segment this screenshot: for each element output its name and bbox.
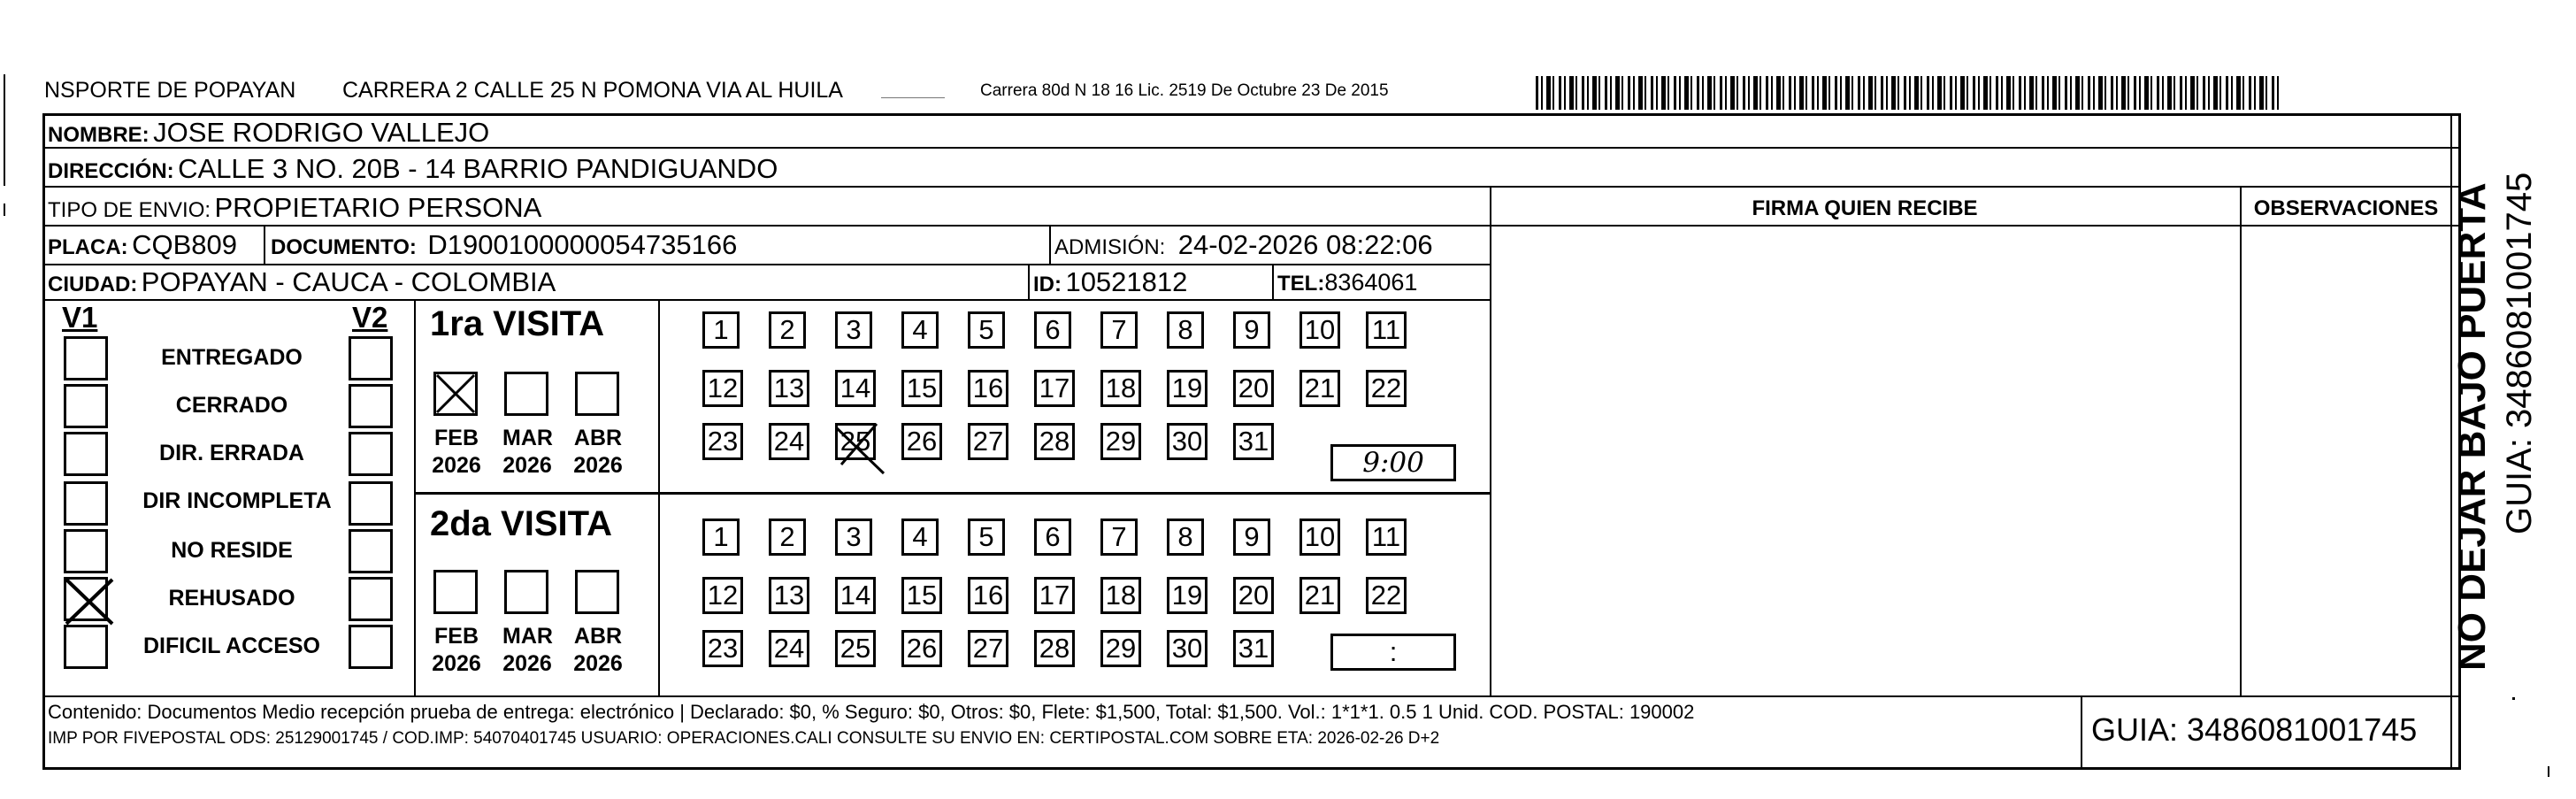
second-visit-title: 2da VISITA [430, 504, 612, 543]
first-day-4[interactable]: 4 [901, 311, 939, 349]
checkmark-x-icon [433, 372, 478, 416]
tipo-label: TIPO DE ENVIO: PROPIETARIO PERSONA [48, 192, 542, 223]
second-day-8[interactable]: 8 [1167, 519, 1204, 556]
second-day-13[interactable]: 13 [769, 577, 809, 614]
first-day-31[interactable]: 31 [1233, 423, 1274, 460]
first-month-mar: MAR 2026 [502, 426, 553, 478]
direccion-value: CALLE 3 NO. 20B - 14 BARRIO PANDIGUANDO [178, 153, 778, 184]
first-day-24[interactable]: 24 [769, 423, 809, 460]
first-time-box[interactable]: 9:00 [1330, 444, 1456, 481]
first-day-11[interactable]: 11 [1366, 311, 1407, 349]
row-line [42, 695, 2461, 697]
second-day-26[interactable]: 26 [901, 630, 942, 667]
second-day-29[interactable]: 29 [1100, 630, 1141, 667]
v2-dir-errada-checkbox[interactable] [349, 432, 393, 476]
v1-label: V1 [62, 301, 98, 334]
second-day-5[interactable]: 5 [968, 519, 1005, 556]
first-day-26[interactable]: 26 [901, 423, 942, 460]
nombre-label: NOMBRE: JOSE RODRIGO VALLEJO [48, 117, 490, 148]
ciudad-label: CIUDAD: POPAYAN - CAUCA - COLOMBIA [48, 266, 556, 297]
status-dir-errada: DIR. ERRADA [159, 441, 304, 465]
second-day-25[interactable]: 25 [835, 630, 876, 667]
first-day-16[interactable]: 16 [968, 370, 1008, 407]
second-day-15[interactable]: 15 [901, 577, 942, 614]
cell-line [264, 225, 265, 264]
second-day-18[interactable]: 18 [1100, 577, 1141, 614]
second-day-22[interactable]: 22 [1366, 577, 1407, 614]
status-dificil-acceso: DIFICIL ACCESO [142, 634, 320, 658]
first-day-19[interactable]: 19 [1167, 370, 1208, 407]
placa-label: PLACA: CQB809 [48, 229, 238, 260]
v2-cerrado-checkbox[interactable] [349, 384, 393, 428]
second-day-19[interactable]: 19 [1167, 577, 1208, 614]
status-divider [414, 299, 416, 695]
first-mar-checkbox[interactable] [504, 372, 548, 416]
direccion-label: DIRECCIÓN: CALLE 3 NO. 20B - 14 BARRIO PANDIGUANDO [48, 153, 778, 184]
second-month-abr: ABR 2026 [573, 624, 623, 676]
left-edge-mark [4, 74, 5, 186]
checkmark-x-icon [832, 420, 886, 473]
guia-divider [2081, 695, 2082, 770]
first-day-28[interactable]: 28 [1034, 423, 1075, 460]
second-time-box[interactable]: : [1330, 634, 1456, 671]
side-mark [2512, 697, 2515, 700]
second-day-11[interactable]: 11 [1366, 519, 1407, 556]
header-license: Carrera 80d N 18 16 Lic. 2519 De Octubre 23 De 2015 [980, 81, 1389, 100]
first-day-25[interactable]: 25 [835, 423, 876, 460]
firma-col-line [1490, 186, 1491, 695]
tel-label: TEL:8364061 [1277, 269, 1418, 296]
status-dir-incompleta: DIR INCOMPLETA [142, 488, 332, 513]
first-day-12[interactable]: 12 [702, 370, 743, 407]
tipo-value: PROPIETARIO PERSONA [214, 192, 542, 223]
v1-dificil-acceso-checkbox[interactable] [64, 625, 108, 669]
second-day-10[interactable]: 10 [1300, 519, 1340, 556]
first-day-14[interactable]: 14 [835, 370, 876, 407]
second-day-24[interactable]: 24 [769, 630, 809, 667]
first-month-abr: ABR 2026 [573, 426, 623, 478]
second-day-21[interactable]: 21 [1300, 577, 1340, 614]
second-day-16[interactable]: 16 [968, 577, 1008, 614]
second-day-6[interactable]: 6 [1034, 519, 1071, 556]
observaciones-header: OBSERVACIONES [2253, 196, 2439, 220]
first-visit-title: 1ra VISITA [430, 304, 605, 343]
second-month-mar: MAR 2026 [502, 624, 553, 676]
cell-line [1028, 264, 1030, 299]
v2-label: V2 [352, 301, 388, 334]
first-day-5[interactable]: 5 [968, 311, 1005, 349]
first-day-29[interactable]: 29 [1100, 423, 1141, 460]
row-line [42, 186, 2461, 188]
first-day-17[interactable]: 17 [1034, 370, 1075, 407]
id-value: 10521812 [1065, 266, 1188, 297]
first-day-1[interactable]: 1 [702, 311, 740, 349]
second-feb-checkbox[interactable] [433, 570, 478, 614]
second-day-14[interactable]: 14 [835, 577, 876, 614]
second-day-9[interactable]: 9 [1233, 519, 1270, 556]
id-label: ID: 10521812 [1033, 266, 1188, 297]
first-day-13[interactable]: 13 [769, 370, 809, 407]
v1-entregado-checkbox[interactable] [64, 336, 108, 380]
status-cerrado: CERRADO [175, 393, 288, 418]
status-no-reside: NO RESIDE [171, 538, 293, 563]
second-abr-checkbox[interactable] [575, 570, 619, 614]
v1-no-reside-checkbox[interactable] [64, 529, 108, 573]
footer-print-info: IMP POR FIVEPOSTAL ODS: 25129001745 / COD.IMP: 54070401745 USUARIO: OPERACIONES.CALI CONSULTE SU ENVIO EN: CERTIPOSTAL.COM SOBRE ETA: 2026-02-26 D+2 [48, 729, 1440, 748]
second-day-30[interactable]: 30 [1167, 630, 1208, 667]
second-day-28[interactable]: 28 [1034, 630, 1075, 667]
visit-divider [658, 299, 660, 695]
second-mar-checkbox[interactable] [504, 570, 548, 614]
nombre-value: JOSE RODRIGO VALLEJO [153, 117, 490, 148]
first-day-7[interactable]: 7 [1100, 311, 1138, 349]
footer-content: Contenido: Documentos Medio recepción prueba de entrega: electrónico | Declarado: $0, % Seguro: $0, Otros: $0, Flete: $1,500, Total: $1,500. Vol.: 1*1*1. 0.5 1 Unid. COD. POSTAL: 190002 [48, 701, 1695, 723]
ciudad-value: POPAYAN - CAUCA - COLOMBIA [141, 266, 556, 297]
first-day-9[interactable]: 9 [1233, 311, 1270, 349]
v1-dir-errada-checkbox[interactable] [64, 432, 108, 476]
first-day-20[interactable]: 20 [1233, 370, 1274, 407]
second-day-12[interactable]: 12 [702, 577, 743, 614]
tel-value: 8364061 [1324, 269, 1418, 296]
second-day-3[interactable]: 3 [835, 519, 872, 556]
first-day-22[interactable]: 22 [1366, 370, 1407, 407]
first-day-18[interactable]: 18 [1100, 370, 1141, 407]
first-feb-checkbox[interactable] [433, 372, 478, 416]
first-day-6[interactable]: 6 [1034, 311, 1071, 349]
first-day-30[interactable]: 30 [1167, 423, 1208, 460]
second-day-17[interactable]: 17 [1034, 577, 1075, 614]
first-day-21[interactable]: 21 [1300, 370, 1340, 407]
firma-header: FIRMA QUIEN RECIBE [1752, 196, 1978, 220]
second-day-7[interactable]: 7 [1100, 519, 1138, 556]
admision-label: ADMISIÓN: 24-02-2026 08:22:06 [1054, 229, 1433, 260]
second-day-20[interactable]: 20 [1233, 577, 1274, 614]
first-day-23[interactable]: 23 [702, 423, 743, 460]
first-day-15[interactable]: 15 [901, 370, 942, 407]
left-edge-tick [4, 204, 5, 216]
cell-line [1049, 225, 1051, 264]
v1-cerrado-checkbox[interactable] [64, 384, 108, 428]
second-day-1[interactable]: 1 [702, 519, 740, 556]
v1-dir-incompleta-checkbox[interactable] [64, 481, 108, 526]
header-address: CARRERA 2 CALLE 25 N POMONA VIA AL HUILA [342, 78, 843, 103]
second-day-27[interactable]: 27 [968, 630, 1008, 667]
barcode [1536, 76, 2279, 110]
first-day-3[interactable]: 3 [835, 311, 872, 349]
header-company: NSPORTE DE POPAYAN [44, 78, 296, 103]
second-month-feb: FEB 2026 [432, 624, 481, 676]
first-month-feb: FEB 2026 [432, 426, 481, 478]
status-entregado: ENTREGADO [161, 345, 303, 370]
side-warning: NO DEJAR BAJO PUERTA [2450, 182, 2494, 671]
cell-line [1272, 264, 1274, 299]
firma-header-line [1490, 225, 2450, 227]
second-day-23[interactable]: 23 [702, 630, 743, 667]
side-guia: GUIA: 3486081001745 [2500, 172, 2539, 534]
v1-rehusado-checkbox[interactable] [64, 577, 108, 621]
first-day-8[interactable]: 8 [1167, 311, 1204, 349]
documento-value: D1900100000054735166 [427, 229, 738, 260]
placa-value: CQB809 [132, 229, 238, 260]
checkmark-x-icon [61, 574, 118, 631]
second-day-4[interactable]: 4 [901, 519, 939, 556]
obs-col-line [2240, 186, 2242, 695]
corner-mark [2548, 766, 2549, 777]
first-day-27[interactable]: 27 [968, 423, 1008, 460]
admision-value: 24-02-2026 08:22:06 [1177, 229, 1433, 260]
documento-label: DOCUMENTO: D1900100000054735166 [271, 229, 738, 260]
first-day-2[interactable]: 2 [769, 311, 806, 349]
v2-entregado-checkbox[interactable] [349, 336, 393, 380]
footer-guia: GUIA: 3486081001745 [2091, 711, 2418, 748]
second-day-2[interactable]: 2 [769, 519, 806, 556]
v2-dificil-acceso-checkbox[interactable] [349, 625, 393, 669]
header-logo [881, 81, 945, 98]
v2-dir-incompleta-checkbox[interactable] [349, 481, 393, 526]
v2-rehusado-checkbox[interactable] [349, 577, 393, 621]
row-line [42, 299, 1490, 301]
status-rehusado: REHUSADO [168, 586, 295, 611]
first-abr-checkbox[interactable] [575, 372, 619, 416]
visit-row-line [414, 492, 1490, 495]
v2-no-reside-checkbox[interactable] [349, 529, 393, 573]
second-day-31[interactable]: 31 [1233, 630, 1274, 667]
first-day-10[interactable]: 10 [1300, 311, 1340, 349]
